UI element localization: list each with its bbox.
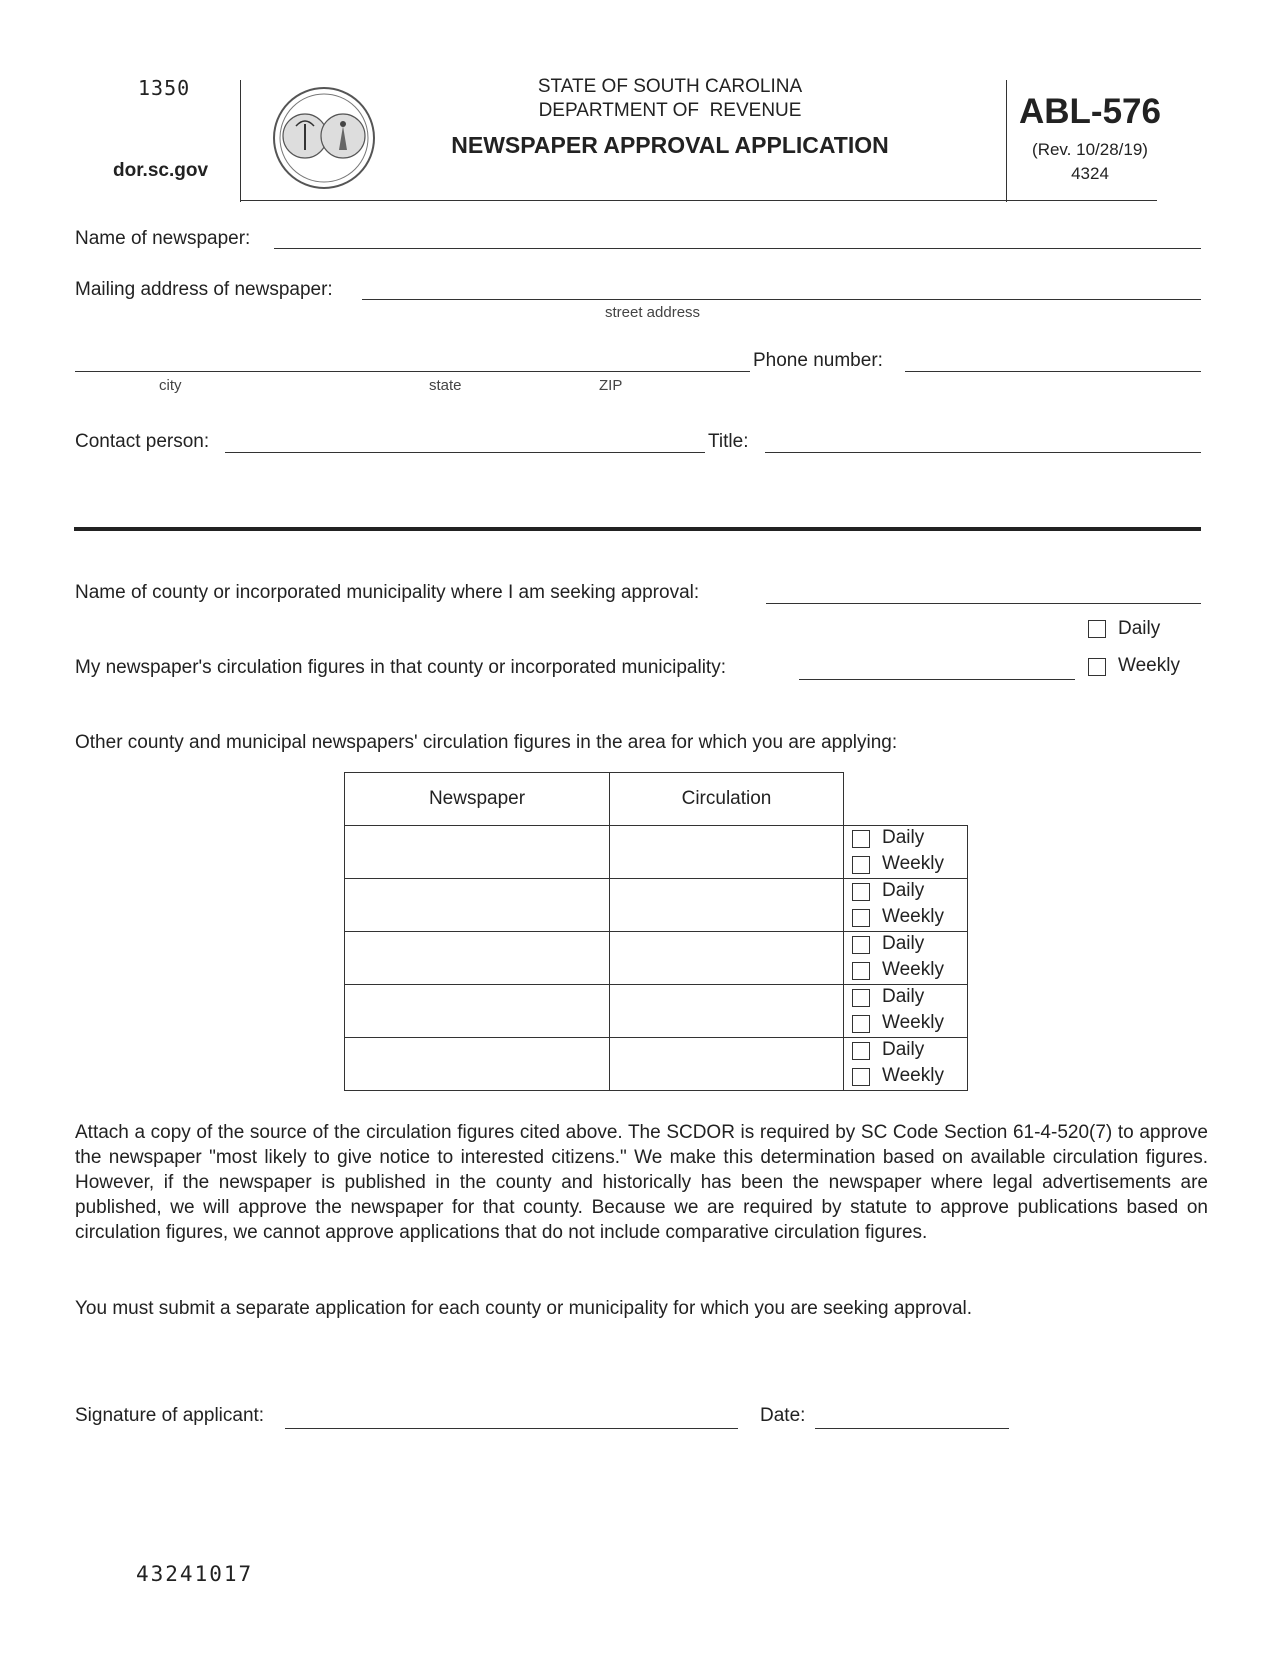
table-row	[345, 1038, 968, 1091]
header-rule	[240, 200, 1157, 201]
phone-label: Phone number:	[753, 350, 883, 371]
circulation-cell[interactable]	[610, 826, 844, 879]
daily-checkbox[interactable]	[1088, 620, 1106, 638]
signature-label: Signature of applicant:	[75, 1405, 265, 1426]
row-weekly-checkbox[interactable]	[852, 856, 870, 874]
row-weekly-checkbox[interactable]	[852, 909, 870, 927]
contact-person-field[interactable]	[225, 452, 705, 453]
weekly-checkbox[interactable]	[1088, 658, 1106, 676]
circulation-column-header: Circulation	[610, 773, 844, 826]
newspaper-name-field[interactable]	[274, 248, 1201, 249]
zip-caption: ZIP	[599, 377, 623, 394]
header-divider-left	[240, 80, 241, 202]
frequency-cell	[844, 879, 968, 932]
contact-title-field[interactable]	[765, 452, 1201, 453]
row-weekly-label: Weekly	[882, 853, 944, 874]
county-field[interactable]	[766, 603, 1201, 604]
state-seal-icon	[272, 84, 376, 192]
frequency-cell	[844, 932, 968, 985]
revision-date: (Rev. 10/28/19)	[1032, 140, 1148, 159]
newspaper-cell[interactable]	[345, 879, 610, 932]
daily-label: Daily	[1118, 618, 1161, 639]
newspaper-cell[interactable]	[345, 1038, 610, 1091]
frequency-cell	[844, 826, 968, 879]
street-address-caption: street address	[605, 304, 701, 321]
circulation-field[interactable]	[799, 679, 1075, 680]
table-header-row	[345, 773, 968, 826]
county-label: Name of county or incorporated municipality where I am seeking approval:	[75, 582, 700, 603]
row-daily-checkbox[interactable]	[852, 989, 870, 1007]
row-daily-checkbox[interactable]	[852, 883, 870, 901]
mailing-address-label: Mailing address of newspaper:	[75, 279, 333, 300]
weekly-label: Weekly	[1118, 655, 1180, 676]
state-caption: state	[429, 377, 462, 394]
instructions-paragraph: Attach a copy of the source of the circulation figures cited above. The SCDOR is required by SC Code Section 61-4-520(7) to approve the newspaper "most likely to give notice to interested citizens." We make this determination based on available circulation figures. However, if the newspaper is published in the county and historically has been the newspaper where legal advertisements are published, we will approve the newspaper for that county. Because we are required by statute to approve publications based on circulation figures, we cannot approve applications that do not include comparative circulation figures.	[75, 1122, 1208, 1243]
newspaper-cell[interactable]	[345, 985, 610, 1038]
table-row	[345, 932, 968, 985]
street-address-field[interactable]	[362, 299, 1201, 300]
newspaper-name-label: Name of newspaper:	[75, 228, 251, 249]
circulation-cell[interactable]	[610, 932, 844, 985]
circulation-cell[interactable]	[610, 1038, 844, 1091]
contact-person-label: Contact person:	[75, 431, 210, 452]
row-weekly-label: Weekly	[882, 1012, 944, 1033]
phone-field[interactable]	[905, 371, 1201, 372]
row-daily-checkbox[interactable]	[852, 830, 870, 848]
circulation-cell[interactable]	[610, 985, 844, 1038]
form-number-code: 1350	[138, 76, 191, 100]
table-row	[345, 985, 968, 1038]
row-daily-label: Daily	[882, 827, 925, 848]
row-daily-checkbox[interactable]	[852, 1042, 870, 1060]
row-weekly-checkbox[interactable]	[852, 1015, 870, 1033]
newspaper-cell[interactable]	[345, 932, 610, 985]
frequency-cell	[844, 985, 968, 1038]
row-daily-label: Daily	[882, 880, 925, 901]
department-name: DEPARTMENT OF REVENUE	[538, 100, 802, 121]
section-divider	[74, 527, 1201, 531]
form-code: 4324	[1071, 164, 1109, 183]
circulation-label: My newspaper's circulation figures in that county or incorporated municipality:	[75, 657, 726, 678]
newspaper-column-header: Newspaper	[345, 773, 610, 826]
state-name: STATE OF SOUTH CAROLINA	[537, 76, 803, 97]
contact-title-label: Title:	[708, 431, 749, 452]
date-label: Date:	[760, 1405, 806, 1426]
row-daily-checkbox[interactable]	[852, 936, 870, 954]
row-daily-label: Daily	[882, 986, 925, 1007]
row-weekly-label: Weekly	[882, 1065, 944, 1086]
table-row	[345, 879, 968, 932]
circulation-cell[interactable]	[610, 879, 844, 932]
row-weekly-label: Weekly	[882, 906, 944, 927]
form-id: ABL-576	[1019, 92, 1161, 131]
other-newspapers-table	[344, 772, 968, 1091]
row-daily-label: Daily	[882, 933, 925, 954]
city-caption: city	[159, 377, 182, 394]
signature-field[interactable]	[285, 1428, 738, 1429]
row-weekly-checkbox[interactable]	[852, 1068, 870, 1086]
barcode-number: 43241017	[136, 1562, 254, 1586]
other-newspapers-intro: Other county and municipal newspapers' circulation figures in the area for which you are applying:	[75, 732, 898, 753]
row-daily-label: Daily	[882, 1039, 925, 1060]
date-field[interactable]	[815, 1428, 1009, 1429]
newspaper-cell[interactable]	[345, 826, 610, 879]
form-title: NEWSPAPER APPROVAL APPLICATION	[451, 132, 889, 158]
city-state-zip-field[interactable]	[75, 371, 750, 372]
table-row	[345, 826, 968, 879]
website: dor.sc.gov	[113, 160, 209, 181]
frequency-cell	[844, 1038, 968, 1091]
separate-application-note: You must submit a separate application for each county or municipality for which you are seeking approval.	[75, 1298, 973, 1319]
header-divider-right	[1006, 80, 1007, 202]
row-weekly-checkbox[interactable]	[852, 962, 870, 980]
row-weekly-label: Weekly	[882, 959, 944, 980]
